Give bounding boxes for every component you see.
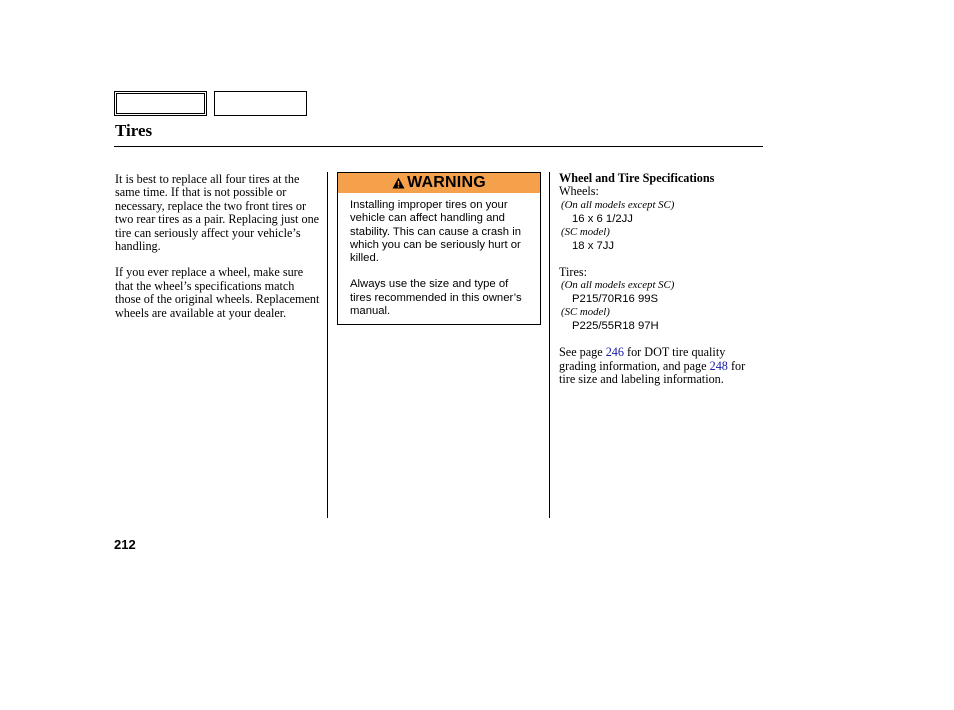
tires-label: Tires: — [559, 264, 587, 279]
paragraph-replace-wheel: If you ever replace a wheel, make sure that the wheel’s specifications match those of the original wheels. Replacement wheels are available at your dealer. — [115, 265, 320, 320]
specs-heading: Wheel and Tire Specifications — [559, 171, 715, 185]
page-link-248[interactable]: 248 — [709, 358, 728, 373]
tires-model-all: (On all models except SC) — [561, 279, 675, 292]
see-page-text: See page 246 for DOT tire quality grading information, and page 248 for tire size and labeling information. — [559, 345, 746, 387]
wheels-value-sc: 18 x 7JJ — [572, 239, 615, 252]
paragraph-replace-tires: It is best to replace all four tires at the same time. If that is not possible or necessary, replace the two front tires or two rear tires as a pair. Replacing just one tire can seriously affect your vehicle’s handling. — [115, 172, 320, 254]
warning-triangle-icon — [392, 177, 405, 189]
left-column — [115, 173, 320, 333]
tires-value-sc: P225/55R18 97H — [572, 320, 659, 333]
tires-model-sc: (SC model) — [561, 306, 610, 319]
warning-header — [338, 173, 540, 193]
warning-body — [338, 193, 540, 318]
nav-button-next[interactable] — [214, 91, 307, 116]
specs-column — [559, 172, 759, 386]
wheels-model-sc: (SC model) — [561, 225, 610, 238]
wheels-value-all: 16 x 6 1/2JJ — [572, 212, 633, 225]
warning-text-crash: Installing improper tires on your vehicle can affect handling and stability. This can cause a crash in which you can be seriously hurt or killed. — [350, 199, 521, 265]
warning-box — [337, 172, 541, 325]
column-divider-1 — [327, 172, 328, 518]
tires-value-all: P215/70R16 99S — [572, 293, 659, 306]
warning-text-size: Always use the size and type of tires recommended in this owner’s manual. — [350, 278, 522, 318]
page-number: 212 — [114, 537, 136, 552]
page-link-246[interactable]: 246 — [605, 345, 624, 360]
wheels-label: Wheels: — [559, 184, 599, 199]
nav-button-previous[interactable] — [114, 91, 207, 116]
column-divider-2 — [549, 172, 550, 518]
wheels-model-all: (On all models except SC) — [561, 198, 675, 211]
page-title: Tires — [115, 121, 153, 140]
title-divider — [114, 146, 763, 147]
warning-label: WARNING — [407, 174, 486, 191]
